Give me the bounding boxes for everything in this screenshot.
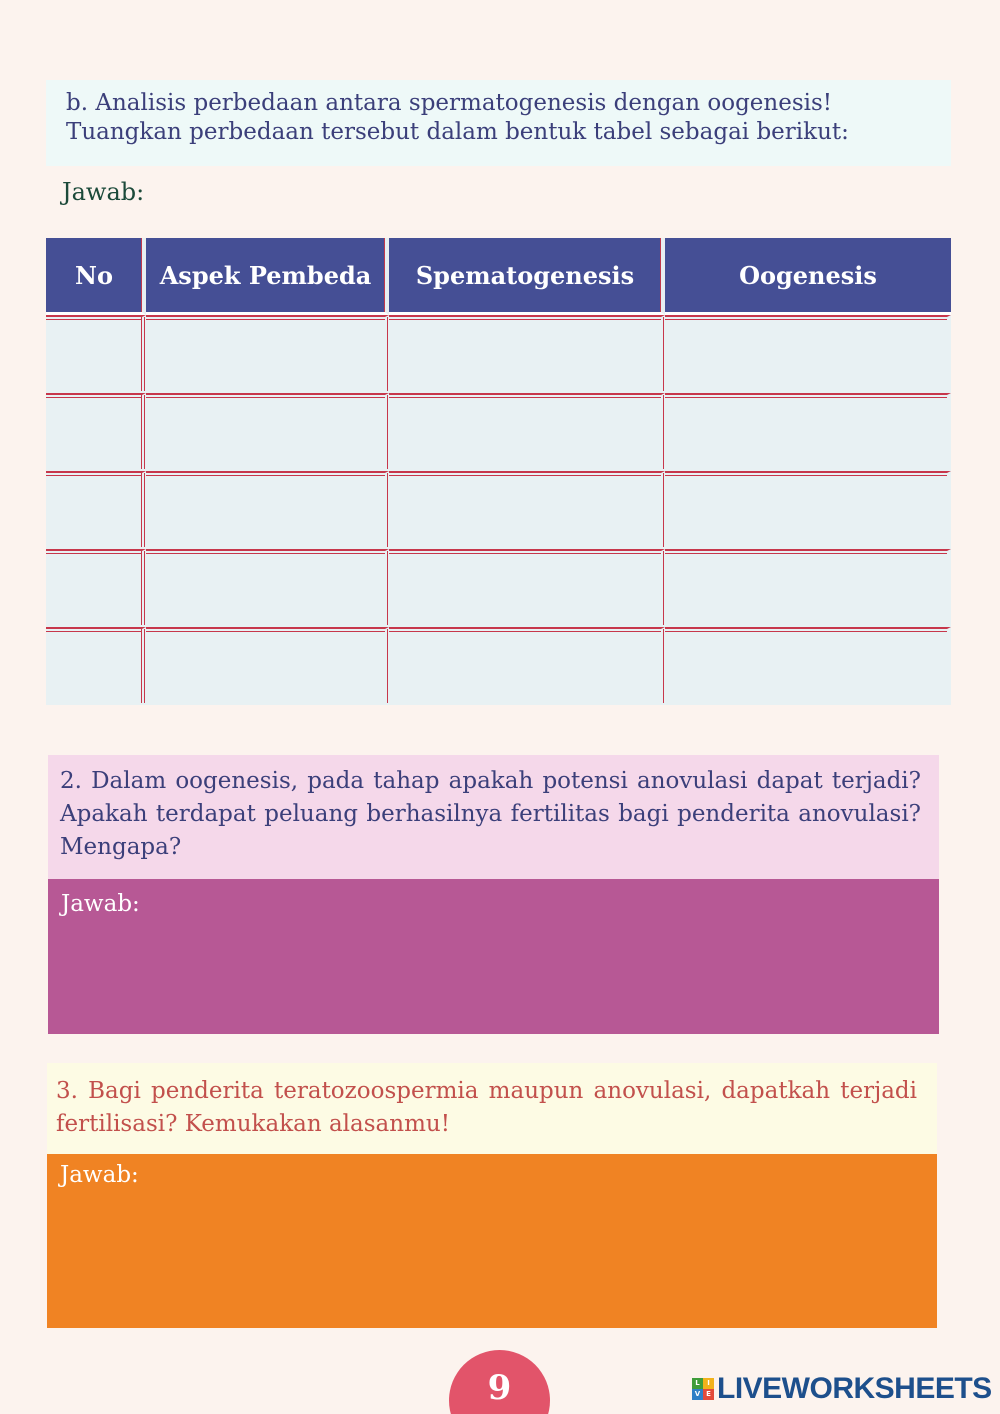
question-b-line-1: b. Analisis perbedaan antara spermatogenesis dengan oogenesis! <box>66 90 833 116</box>
answer-b-label: Jawab: <box>62 178 145 206</box>
table-cell-oogenesis[interactable] <box>665 627 951 705</box>
table-cell-spermatogenesis[interactable] <box>389 315 665 393</box>
liveworksheets-wordmark: LIVEWORKSHEETS <box>717 1372 992 1405</box>
table-row <box>46 471 951 549</box>
header-no: No <box>46 238 146 315</box>
answer-2-box[interactable] <box>48 879 939 1034</box>
table-cell-no[interactable] <box>46 549 146 627</box>
answer-3-label: Jawab: <box>60 1162 139 1188</box>
table-cell-oogenesis[interactable] <box>665 393 951 471</box>
header-aspek-pembeda: Aspek Pembeda <box>146 238 389 315</box>
table-row <box>46 627 951 705</box>
table-row <box>46 549 951 627</box>
table-cell-aspek[interactable] <box>146 549 389 627</box>
table-cell-spermatogenesis[interactable] <box>389 471 665 549</box>
header-oogenesis: Oogenesis <box>665 238 951 315</box>
page-number-badge: 9 <box>449 1350 550 1414</box>
table-cell-aspek[interactable] <box>146 393 389 471</box>
table-cell-spermatogenesis[interactable] <box>389 393 665 471</box>
table-cell-aspek[interactable] <box>146 627 389 705</box>
table-cell-no[interactable] <box>46 627 146 705</box>
table-cell-no[interactable] <box>46 471 146 549</box>
table-cell-oogenesis[interactable] <box>665 471 951 549</box>
table-row <box>46 393 951 471</box>
table-row <box>46 315 951 393</box>
difference-table <box>46 238 951 705</box>
answer-3-box[interactable] <box>47 1154 937 1328</box>
question-b-box <box>46 80 951 166</box>
table-cell-spermatogenesis[interactable] <box>389 549 665 627</box>
question-3-text: 3. Bagi penderita teratozoospermia maupun anovulasi, dapatkah terjadi fertilisasi? Kemukakan alasanmu! <box>56 1078 917 1137</box>
table-cell-aspek[interactable] <box>146 315 389 393</box>
question-2-text: 2. Dalam oogenesis, pada tahap apakah potensi anovulasi dapat terjadi? Apakah terdapat peluang berhasilnya fertilitas bagi penderita anovulasi? Mengapa? <box>60 768 921 860</box>
table-header-row <box>46 238 951 315</box>
table-cell-no[interactable] <box>46 393 146 471</box>
liveworksheets-logo <box>692 1372 992 1406</box>
table-cell-no[interactable] <box>46 315 146 393</box>
table-cell-oogenesis[interactable] <box>665 549 951 627</box>
liveworksheets-logo-icon: L I V E <box>692 1378 714 1400</box>
table-cell-oogenesis[interactable] <box>665 315 951 393</box>
table-cell-aspek[interactable] <box>146 471 389 549</box>
question-3-box <box>47 1063 937 1155</box>
header-spermatogenesis: Spematogenesis <box>389 238 665 315</box>
table-cell-spermatogenesis[interactable] <box>389 627 665 705</box>
answer-2-label: Jawab: <box>61 891 140 917</box>
question-b-line-2: Tuangkan perbedaan tersebut dalam bentuk tabel sebagai berikut: <box>66 119 849 145</box>
question-2-box <box>48 755 939 879</box>
